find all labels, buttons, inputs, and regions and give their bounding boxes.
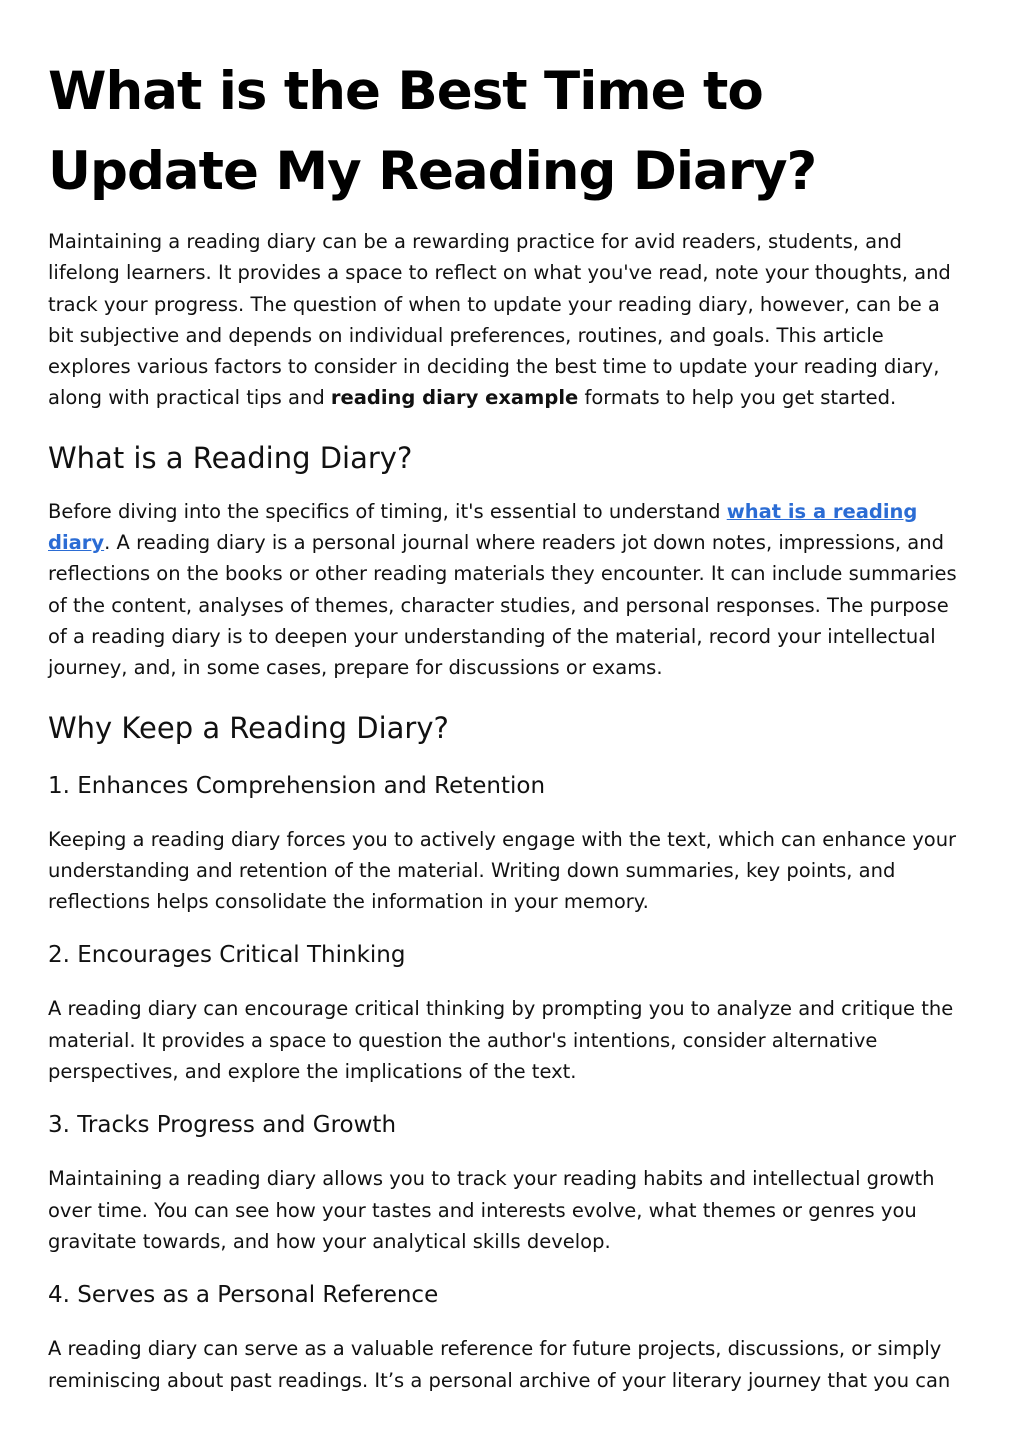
article-title: What is the Best Time to Update My Reading Diary? xyxy=(48,61,817,202)
paragraph-critical-thinking: A reading diary can encourage critical thinking by prompting you to analyze and critique the material. It provides a space to question the author's intentions, consider alternative perspectives, and explore the implications of the text. xyxy=(48,997,954,1084)
section-heading-why: Why Keep a Reading Diary? xyxy=(48,710,449,745)
what-is-reading-diary-link[interactable]: what is a reading diary xyxy=(48,499,918,555)
paragraph-reference: A reading diary can serve as a valuable reference for future projects, discussions, or simply reminiscing about past readings. It’s a personal archive of your literary journey that you can xyxy=(48,1337,951,1392)
intro-text-end: formats to help you get started. xyxy=(578,386,897,410)
subheading-comprehension: 1. Enhances Comprehension and Retention xyxy=(48,772,546,799)
subheading-progress: 3. Tracks Progress and Growth xyxy=(48,1112,397,1139)
paragraph-comprehension: Keeping a reading diary forces you to actively engage with the text, which can enhance your understanding and retention of the material. Writing down summaries, key points, and reflections helps consolidate the information in your memory. xyxy=(48,827,957,914)
paragraph-progress: Maintaining a reading diary allows you to track your reading habits and intellectual growth over time. You can see how your tastes and interests evolve, what themes or genres you gravitate towards, and how your analytical skills develop. xyxy=(48,1167,935,1253)
what-text-start: Before diving into the specifics of timing, it's essential to understand xyxy=(48,499,727,523)
what-paragraph xyxy=(48,496,970,684)
subheading-reference: 4. Serves as a Personal Reference xyxy=(48,1282,439,1309)
intro-text-start: Maintaining a reading diary can be a rewarding practice for avid readers, students, and lifelong learners. It provides a space to reflect on what you've read, note your thoughts, and track your progress. The question of when to update your reading diary, however, can be a bit subjective and depends on individual preferences, routines, and goals. This article explores various factors to consider in deciding the best time to update your reading diary, along with practical tips and xyxy=(48,230,951,410)
intro-paragraph xyxy=(48,226,970,414)
section-heading-what: What is a Reading Diary? xyxy=(48,440,413,475)
intro-bold-phrase: reading diary example xyxy=(330,386,579,410)
subheading-critical-thinking: 2. Encourages Critical Thinking xyxy=(48,942,406,969)
what-text-end: . A reading diary is a personal journal where readers jot down notes, impressions, and reflections on the books or other reading materials they encounter. It can include summaries of the content, analyses of themes, character studies, and personal responses. The purpose of a reading diary is to deepen your understanding of the material, record your intellectual journey, and, in some cases, prepare for discussions or exams. xyxy=(48,531,957,680)
